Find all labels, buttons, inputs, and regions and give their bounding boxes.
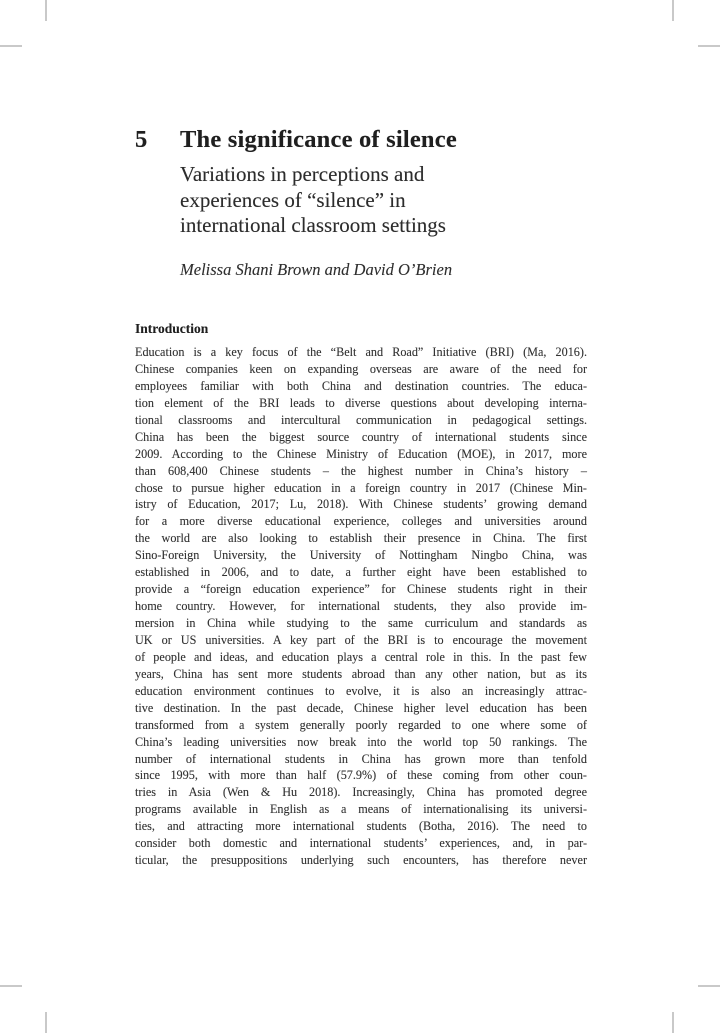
body-text-line: the world are also looking to establish their presence in China. The first — [135, 531, 587, 546]
body-text-line: Sino-Foreign University, the University of Nottingham Ningbo China, was — [135, 548, 587, 563]
body-text-line: Education is a key focus of the “Belt and Road” Initiative (BRI) (Ma, 2016). — [135, 345, 587, 359]
body-text-line: tries in Asia (Wen & Hu 2018). Increasingly, China has promoted degree — [135, 785, 587, 800]
crop-mark-bottom-left-vertical — [45, 1012, 47, 1033]
body-text-line: istry of Education, 2017; Lu, 2018). With Chinese students’ growing demand — [135, 497, 587, 512]
chapter-subtitle — [180, 162, 600, 239]
body-text-line: China has been the biggest source country of international students since — [135, 429, 587, 444]
body-text-line: ties, and attracting more international students (Botha, 2016). The need to — [135, 819, 587, 834]
body-text-line: mersion in China while studying to the same curriculum and standards as — [135, 616, 587, 630]
body-text-line: chose to pursue higher education in a foreign country in 2017 (Chinese Min- — [135, 480, 587, 495]
body-text-line: tion element of the BRI leads to diverse questions about developing interna- — [135, 395, 587, 410]
author-line: Melissa Shani Brown and David O’Brien — [180, 260, 453, 279]
crop-mark-top-right-horizontal — [698, 45, 720, 47]
crop-mark-bottom-right-vertical — [672, 1012, 674, 1033]
body-text-line: provide a “foreign education experience” for Chinese students right in their — [135, 582, 587, 597]
section-heading-introduction: Introduction — [135, 321, 209, 336]
body-text-line: of people and ideas, and education plays a central role in this. In the past few — [135, 649, 587, 664]
body-text-line: than 608,400 Chinese students – the highest number in China’s history – — [135, 463, 587, 478]
crop-mark-bottom-right-horizontal — [698, 985, 720, 987]
body-text-line: home country. However, for international students, they also provide im- — [135, 599, 587, 614]
body-text-line: China’s leading universities now break into the world top 50 rankings. The — [135, 734, 587, 749]
body-text-line: for a more diverse educational experience, colleges and universities around — [135, 514, 587, 529]
body-text-line: established in 2006, and to date, a further eight have been established to — [135, 565, 587, 580]
body-text-line: education environment continues to evolve, it is also an increasingly attrac- — [135, 683, 587, 698]
crop-mark-top-left-horizontal — [0, 45, 22, 47]
body-text-line: employees familiar with both China and destination countries. The educa- — [135, 378, 587, 393]
body-text-line: 2009. According to the Chinese Ministry of Education (MOE), in 2017, more — [135, 446, 587, 461]
body-text-line: Chinese companies keen on expanding overseas are aware of the need for — [135, 361, 587, 376]
chapter-subtitle-line: Variations in perceptions and — [180, 162, 425, 186]
body-paragraph — [135, 344, 587, 869]
body-text-line: ticular, the presuppositions underlying such encounters, has therefore never — [135, 853, 587, 868]
crop-mark-top-right-vertical — [672, 0, 674, 21]
body-text-line: number of international students in China has grown more than tenfold — [135, 751, 587, 766]
body-text-line: years, China has sent more students abroad than any other nation, but as its — [135, 666, 587, 681]
body-text-line: transformed from a system generally poorly regarded to one where some of — [135, 717, 587, 732]
crop-mark-bottom-left-horizontal — [0, 985, 22, 987]
crop-mark-top-left-vertical — [45, 0, 47, 21]
body-text-line: UK or US universities. A key part of the BRI is to encourage the movement — [135, 632, 587, 647]
chapter-title: The significance of silence — [180, 126, 457, 153]
body-text-line: since 1995, with more than half (57.9%) of these coming from other coun- — [135, 768, 587, 783]
chapter-heading — [135, 126, 595, 154]
body-text-line: tional classrooms and intercultural communication in pedagogical settings. — [135, 412, 587, 427]
body-text-line: tive destination. In the past decade, Chinese higher level education has been — [135, 700, 587, 715]
chapter-number: 5 — [135, 126, 148, 153]
body-text-line: programs available in English as a means of internationalising its universi- — [135, 802, 587, 817]
body-text-line: consider both domestic and international students’ experiences, and, in par- — [135, 836, 587, 851]
chapter-subtitle-line: international classroom settings — [180, 213, 446, 237]
chapter-subtitle-line: experiences of “silence” in — [180, 187, 406, 212]
